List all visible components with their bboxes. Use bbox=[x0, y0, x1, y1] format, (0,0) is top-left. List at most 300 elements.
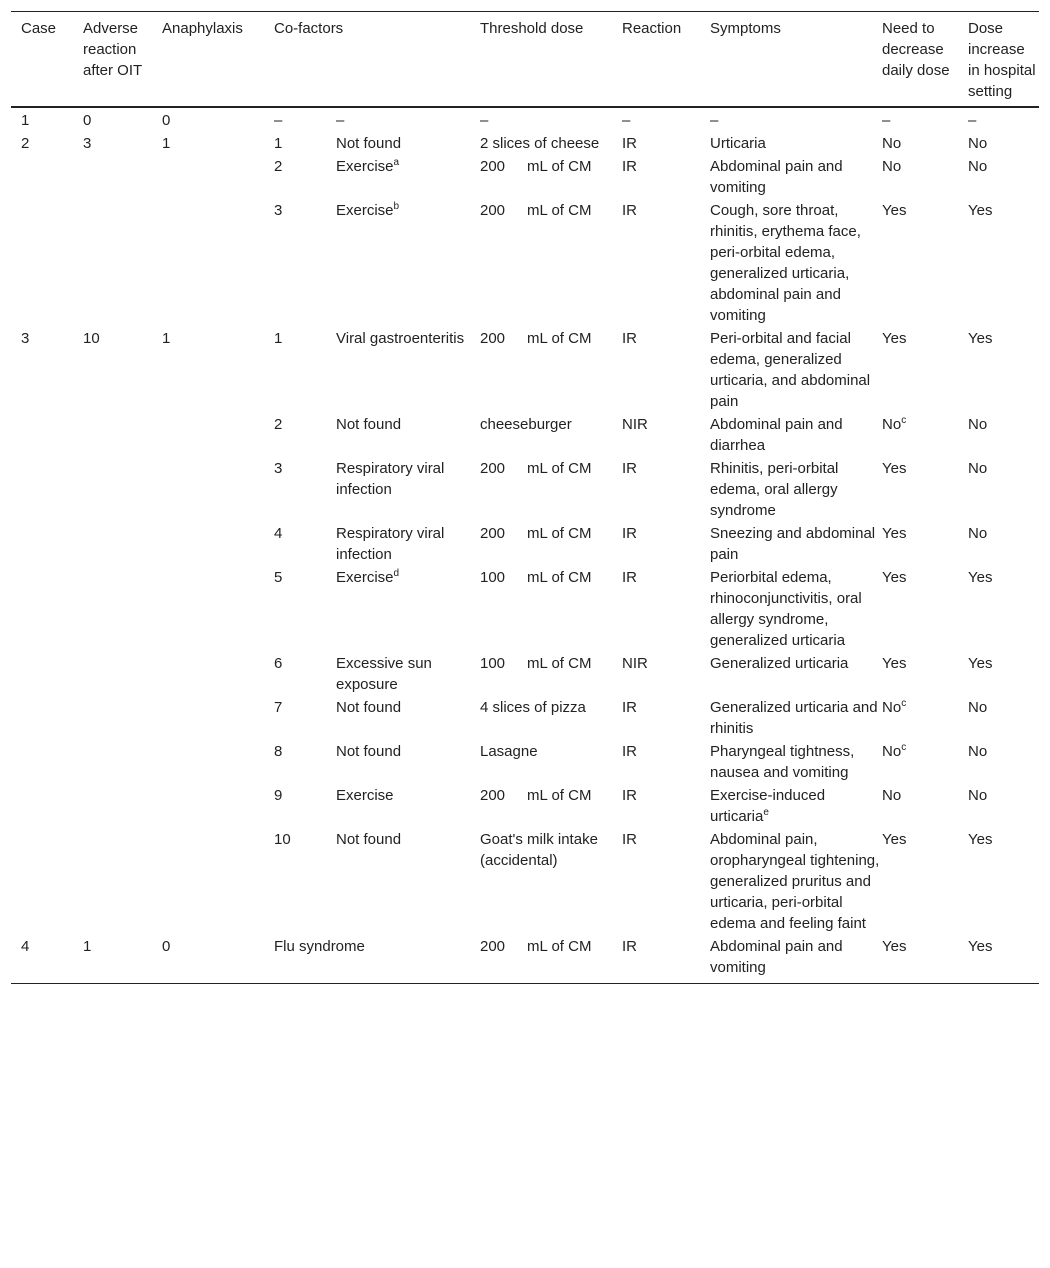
cell-symptoms bbox=[710, 132, 882, 155]
cell-adverse-count bbox=[83, 107, 162, 132]
cell-adverse-count bbox=[83, 566, 162, 652]
cell-decrease-dose bbox=[882, 132, 968, 155]
cell-reaction-number-text: 7 bbox=[274, 699, 283, 716]
cell-cofactor-footnote: b bbox=[393, 201, 400, 212]
cell-anaphylaxis-text: 0 bbox=[162, 112, 171, 129]
cell-symptoms bbox=[710, 696, 882, 740]
cell-case bbox=[11, 784, 83, 828]
cell-reaction-type bbox=[622, 107, 710, 132]
cell-dose-increase bbox=[968, 522, 1039, 566]
cell-case bbox=[11, 413, 83, 457]
cell-threshold-dose bbox=[480, 413, 622, 457]
cell-symptoms bbox=[710, 652, 882, 696]
dose-amount: 200 bbox=[480, 330, 506, 347]
cell-reaction-number bbox=[274, 652, 336, 696]
cell-decrease-dose-text: Yes bbox=[882, 831, 907, 848]
cell-dose-increase-text: No bbox=[968, 158, 988, 175]
cell-reaction-number-text: 2 bbox=[274, 416, 283, 433]
cell-dose-increase-text: Yes bbox=[968, 202, 993, 219]
cell-case-text: 3 bbox=[21, 330, 30, 347]
cell-reaction-type bbox=[622, 935, 710, 984]
cell-cofactor-text: Exercise bbox=[336, 569, 394, 586]
cell-cofactor-text: Excessive sun exposure bbox=[336, 655, 432, 693]
cell-anaphylaxis-text: 0 bbox=[162, 938, 171, 955]
cell-cofactor-text: Not found bbox=[336, 699, 402, 716]
dose-amount: 100 bbox=[480, 655, 506, 672]
cell-symptoms-text: Sneezing and abdominal pain bbox=[710, 525, 876, 563]
cell-anaphylaxis bbox=[162, 327, 274, 413]
cell-adverse-count bbox=[83, 457, 162, 522]
cell-threshold-dose bbox=[480, 132, 622, 155]
cell-decrease-dose-footnote: c bbox=[901, 742, 907, 753]
cell-adverse-count bbox=[83, 652, 162, 696]
cell-anaphylaxis bbox=[162, 935, 274, 984]
cell-dose-increase bbox=[968, 327, 1039, 413]
cell-cofactor bbox=[336, 784, 480, 828]
cell-reaction-number bbox=[274, 784, 336, 828]
cell-symptoms-text: Rhinitis, peri-orbital edema, oral allergy syndrome bbox=[710, 460, 839, 519]
cell-decrease-dose-footnote: c bbox=[901, 415, 907, 426]
dose-unit: mL of CM bbox=[527, 330, 592, 347]
cell-reaction-number bbox=[274, 740, 336, 784]
cell-adverse-count bbox=[83, 522, 162, 566]
adverse-reactions-table bbox=[11, 11, 1039, 984]
cell-reaction-number-text: 1 bbox=[274, 330, 283, 347]
cell-cofactor-text: Flu syndrome bbox=[274, 938, 365, 955]
cell-adverse-count bbox=[83, 696, 162, 740]
cell-decrease-dose-text: Yes bbox=[882, 525, 907, 542]
cell-threshold-dose bbox=[480, 696, 622, 740]
cell-symptoms-text: Periorbital edema, rhinoconjunctivitis, oral allergy syndrome, generalized urticaria bbox=[710, 569, 862, 649]
cell-symptoms-text: Exercise-induced urticaria bbox=[710, 787, 826, 825]
header-decrease-dose: Need to decrease daily dose bbox=[882, 20, 950, 79]
cell-decrease-dose-text: No bbox=[882, 135, 902, 152]
table-row bbox=[11, 740, 1039, 784]
cell-reaction-type-text: – bbox=[622, 112, 631, 129]
cell-symptoms bbox=[710, 107, 882, 132]
cell-dose-increase bbox=[968, 828, 1039, 935]
cell-reaction-type bbox=[622, 696, 710, 740]
cell-adverse-count bbox=[83, 740, 162, 784]
cell-threshold-dose bbox=[480, 199, 622, 327]
cell-cofactor bbox=[336, 107, 480, 132]
cell-reaction-type bbox=[622, 457, 710, 522]
cell-decrease-dose-text: – bbox=[882, 112, 891, 129]
cell-dose-increase bbox=[968, 696, 1039, 740]
cell-reaction-type-text: IR bbox=[622, 831, 637, 848]
table-row bbox=[11, 155, 1039, 199]
cell-cofactor-text: Not found bbox=[336, 743, 402, 760]
cell-reaction-number bbox=[274, 327, 336, 413]
cell-dose-increase bbox=[968, 457, 1039, 522]
table-row bbox=[11, 828, 1039, 935]
cell-dose-increase-text: Yes bbox=[968, 569, 993, 586]
cell-cofactor bbox=[336, 522, 480, 566]
cell-cofactor bbox=[336, 652, 480, 696]
cell-cofactor-text: Exercise bbox=[336, 158, 394, 175]
cell-cofactor bbox=[336, 740, 480, 784]
table-row bbox=[11, 696, 1039, 740]
cell-symptoms bbox=[710, 522, 882, 566]
cell-dose-increase-text: – bbox=[968, 112, 977, 129]
cell-decrease-dose bbox=[882, 155, 968, 199]
cell-symptoms bbox=[710, 327, 882, 413]
cell-anaphylaxis bbox=[162, 107, 274, 132]
cell-reaction-number bbox=[274, 566, 336, 652]
cell-reaction-type-text: IR bbox=[622, 569, 637, 586]
cell-reaction-type-text: IR bbox=[622, 787, 637, 804]
dose-text: – bbox=[480, 112, 489, 129]
cell-reaction-number bbox=[274, 132, 336, 155]
cell-reaction-number bbox=[274, 107, 336, 132]
cell-reaction-type-text: IR bbox=[622, 202, 637, 219]
cell-anaphylaxis bbox=[162, 199, 274, 327]
cell-cofactor bbox=[336, 696, 480, 740]
cell-symptoms-text: Abdominal pain and vomiting bbox=[710, 158, 843, 196]
cell-dose-increase-text: Yes bbox=[968, 330, 993, 347]
cell-decrease-dose bbox=[882, 828, 968, 935]
dose-amount: 100 bbox=[480, 569, 506, 586]
cell-case-text: 1 bbox=[21, 112, 30, 129]
cell-case bbox=[11, 566, 83, 652]
cell-reaction-type bbox=[622, 652, 710, 696]
dose-amount: 200 bbox=[480, 525, 506, 542]
cell-case bbox=[11, 155, 83, 199]
cell-reaction-number-text: 8 bbox=[274, 743, 283, 760]
cell-symptoms-footnote: e bbox=[763, 807, 769, 818]
dose-unit: mL of CM bbox=[527, 655, 592, 672]
table-row bbox=[11, 413, 1039, 457]
cell-case bbox=[11, 327, 83, 413]
cell-decrease-dose bbox=[882, 566, 968, 652]
cell-adverse-count bbox=[83, 784, 162, 828]
table-row bbox=[11, 107, 1039, 132]
cell-symptoms-text: Abdominal pain and vomiting bbox=[710, 938, 843, 976]
cell-dose-increase-text: No bbox=[968, 135, 988, 152]
cell-reaction-type bbox=[622, 566, 710, 652]
cell-reaction-type-text: IR bbox=[622, 743, 637, 760]
cell-dose-increase-text: No bbox=[968, 743, 988, 760]
table-row bbox=[11, 522, 1039, 566]
cell-dose-increase bbox=[968, 740, 1039, 784]
cell-adverse-count-text: 3 bbox=[83, 135, 92, 152]
cell-dose-increase bbox=[968, 155, 1039, 199]
cell-adverse-count bbox=[83, 828, 162, 935]
cell-dose-increase bbox=[968, 784, 1039, 828]
table-body bbox=[11, 107, 1039, 984]
cell-case bbox=[11, 652, 83, 696]
cell-reaction-number-text: 6 bbox=[274, 655, 283, 672]
cell-anaphylaxis bbox=[162, 828, 274, 935]
dose-text: 2 slices of cheese bbox=[480, 135, 600, 152]
cell-reaction-type bbox=[622, 784, 710, 828]
cell-dose-increase-text: No bbox=[968, 460, 988, 477]
cell-case-text: 4 bbox=[21, 938, 30, 955]
cell-symptoms bbox=[710, 413, 882, 457]
dose-text: Goat's milk intake (accidental) bbox=[480, 831, 598, 869]
cell-cofactor bbox=[336, 457, 480, 522]
cell-symptoms-text: Abdominal pain and diarrhea bbox=[710, 416, 843, 454]
cell-cofactor-text: Respiratory viral infection bbox=[336, 525, 445, 563]
cell-symptoms bbox=[710, 784, 882, 828]
cell-symptoms-text: Generalized urticaria bbox=[710, 655, 849, 672]
cell-case bbox=[11, 740, 83, 784]
dose-unit: mL of CM bbox=[527, 158, 592, 175]
cell-reaction-type bbox=[622, 740, 710, 784]
header-cofactors: Co-factors bbox=[274, 20, 344, 37]
cell-dose-increase bbox=[968, 935, 1039, 984]
cell-decrease-dose-text: Yes bbox=[882, 460, 907, 477]
cell-threshold-dose bbox=[480, 327, 622, 413]
cell-reaction-number-text: 5 bbox=[274, 569, 283, 586]
cell-symptoms-text: Generalized urticaria and rhinitis bbox=[710, 699, 878, 737]
dose-unit: mL of CM bbox=[527, 569, 592, 586]
cell-adverse-count bbox=[83, 413, 162, 457]
dose-unit: mL of CM bbox=[527, 938, 592, 955]
cell-decrease-dose bbox=[882, 327, 968, 413]
cell-dose-increase bbox=[968, 413, 1039, 457]
cell-symptoms-text: Urticaria bbox=[710, 135, 766, 152]
cell-reaction-number-text: 10 bbox=[274, 831, 291, 848]
cell-adverse-count bbox=[83, 132, 162, 155]
cell-threshold-dose bbox=[480, 935, 622, 984]
dose-amount: 200 bbox=[480, 938, 506, 955]
cell-cofactor bbox=[336, 155, 480, 199]
cell-dose-increase-text: No bbox=[968, 699, 988, 716]
cell-reaction-number-text: 3 bbox=[274, 202, 283, 219]
dose-amount: 200 bbox=[480, 787, 506, 804]
table-row bbox=[11, 566, 1039, 652]
cell-adverse-count bbox=[83, 935, 162, 984]
cell-anaphylaxis bbox=[162, 522, 274, 566]
cell-case bbox=[11, 935, 83, 984]
cell-anaphylaxis-text: 1 bbox=[162, 330, 171, 347]
cell-decrease-dose-text: Yes bbox=[882, 330, 907, 347]
cell-reaction-number-text: 9 bbox=[274, 787, 283, 804]
cell-reaction-type bbox=[622, 327, 710, 413]
cell-symptoms-text: – bbox=[710, 112, 719, 129]
cell-dose-increase-text: No bbox=[968, 525, 988, 542]
header-threshold-dose: Threshold dose bbox=[480, 20, 584, 37]
cell-reaction-type bbox=[622, 413, 710, 457]
cell-cofactor bbox=[336, 199, 480, 327]
dose-text: cheeseburger bbox=[480, 416, 572, 433]
cell-reaction-type-text: IR bbox=[622, 330, 637, 347]
header-case: Case bbox=[21, 20, 57, 37]
cell-cofactor-text: – bbox=[336, 112, 345, 129]
cell-case-text: 2 bbox=[21, 135, 30, 152]
cell-reaction-type-text: IR bbox=[622, 699, 637, 716]
cell-cofactor bbox=[336, 828, 480, 935]
cell-anaphylaxis bbox=[162, 784, 274, 828]
cell-reaction-number-text: – bbox=[274, 112, 283, 129]
cell-adverse-count-text: 1 bbox=[83, 938, 92, 955]
dose-text: 4 slices of pizza bbox=[480, 699, 586, 716]
cell-adverse-count-text: 0 bbox=[83, 112, 92, 129]
cell-threshold-dose bbox=[480, 828, 622, 935]
cell-decrease-dose-text: No bbox=[882, 743, 902, 760]
cell-reaction-type-text: IR bbox=[622, 135, 637, 152]
table-row bbox=[11, 132, 1039, 155]
cell-reaction-type-text: IR bbox=[622, 158, 637, 175]
cell-threshold-dose bbox=[480, 522, 622, 566]
cell-symptoms bbox=[710, 457, 882, 522]
cell-anaphylaxis bbox=[162, 413, 274, 457]
cell-case bbox=[11, 522, 83, 566]
cell-reaction-type bbox=[622, 828, 710, 935]
dose-amount: 200 bbox=[480, 158, 506, 175]
cell-case bbox=[11, 132, 83, 155]
cell-threshold-dose bbox=[480, 652, 622, 696]
cell-threshold-dose bbox=[480, 566, 622, 652]
cell-reaction-number bbox=[274, 828, 336, 935]
header-symptoms: Symptoms bbox=[710, 20, 781, 37]
cell-decrease-dose bbox=[882, 522, 968, 566]
cell-cofactor-text: Exercise bbox=[336, 202, 394, 219]
table-header bbox=[11, 12, 1039, 108]
cell-dose-increase-text: No bbox=[968, 787, 988, 804]
dose-amount: 200 bbox=[480, 202, 506, 219]
cell-reaction-type bbox=[622, 132, 710, 155]
cell-reaction-type-text: IR bbox=[622, 938, 637, 955]
cell-decrease-dose bbox=[882, 199, 968, 327]
header-dose-increase: Dose increase in hospital setting bbox=[968, 20, 1036, 100]
cell-cofactor-text: Not found bbox=[336, 135, 402, 152]
cell-adverse-count bbox=[83, 199, 162, 327]
cell-decrease-dose-text: Yes bbox=[882, 202, 907, 219]
cell-cofactor bbox=[336, 132, 480, 155]
cell-adverse-count bbox=[83, 327, 162, 413]
cell-anaphylaxis bbox=[162, 652, 274, 696]
cell-decrease-dose bbox=[882, 413, 968, 457]
cell-anaphylaxis bbox=[162, 696, 274, 740]
table-row bbox=[11, 457, 1039, 522]
table-row bbox=[11, 199, 1039, 327]
cell-decrease-dose bbox=[882, 740, 968, 784]
cell-decrease-dose-text: Yes bbox=[882, 655, 907, 672]
cell-reaction-number bbox=[274, 696, 336, 740]
cell-cofactor-text: Not found bbox=[336, 416, 402, 433]
cell-decrease-dose bbox=[882, 696, 968, 740]
cell-anaphylaxis bbox=[162, 132, 274, 155]
dose-unit: mL of CM bbox=[527, 525, 592, 542]
cell-reaction-type bbox=[622, 199, 710, 327]
cell-reaction-number bbox=[274, 413, 336, 457]
cell-cofactor-footnote: a bbox=[393, 157, 400, 168]
table-row bbox=[11, 652, 1039, 696]
cell-symptoms bbox=[710, 740, 882, 784]
cell-cofactor-text: Respiratory viral infection bbox=[336, 460, 445, 498]
cell-cofactor bbox=[336, 413, 480, 457]
cell-reaction-type-text: NIR bbox=[622, 655, 648, 672]
cell-symptoms bbox=[710, 935, 882, 984]
cell-adverse-count bbox=[83, 155, 162, 199]
cell-dose-increase-text: Yes bbox=[968, 938, 993, 955]
cell-cofactor bbox=[274, 935, 480, 984]
cell-symptoms bbox=[710, 155, 882, 199]
table-container bbox=[11, 11, 1039, 984]
cell-threshold-dose bbox=[480, 740, 622, 784]
cell-symptoms-text: Cough, sore throat, rhinitis, erythema face, peri-orbital edema, generalized urticaria, abdominal pain and vomiting bbox=[710, 202, 861, 324]
cell-threshold-dose bbox=[480, 107, 622, 132]
cell-anaphylaxis-text: 1 bbox=[162, 135, 171, 152]
cell-decrease-dose-text: Yes bbox=[882, 569, 907, 586]
cell-symptoms bbox=[710, 828, 882, 935]
cell-reaction-number bbox=[274, 155, 336, 199]
cell-threshold-dose bbox=[480, 155, 622, 199]
cell-cofactor-text: Viral gastroenteritis bbox=[336, 330, 465, 347]
cell-reaction-type bbox=[622, 155, 710, 199]
cell-reaction-number-text: 1 bbox=[274, 135, 283, 152]
cell-cofactor-text: Not found bbox=[336, 831, 402, 848]
cell-cofactor-text: Exercise bbox=[336, 787, 394, 804]
header-anaphylaxis: Anaphylaxis bbox=[162, 20, 243, 37]
cell-decrease-dose-text: No bbox=[882, 699, 902, 716]
cell-decrease-dose bbox=[882, 107, 968, 132]
cell-case bbox=[11, 828, 83, 935]
cell-case bbox=[11, 199, 83, 327]
cell-case bbox=[11, 107, 83, 132]
cell-symptoms-text: Abdominal pain, oropharyngeal tightening, generalized pruritus and urticaria, peri-orbital edema and feeling faint bbox=[710, 831, 880, 932]
dose-unit: mL of CM bbox=[527, 460, 592, 477]
cell-adverse-count-text: 10 bbox=[83, 330, 100, 347]
header-row bbox=[11, 12, 1039, 108]
cell-dose-increase bbox=[968, 652, 1039, 696]
cell-dose-increase bbox=[968, 566, 1039, 652]
cell-reaction-number-text: 4 bbox=[274, 525, 283, 542]
cell-decrease-dose-footnote: c bbox=[901, 698, 907, 709]
cell-decrease-dose-text: No bbox=[882, 787, 902, 804]
cell-anaphylaxis bbox=[162, 740, 274, 784]
cell-threshold-dose bbox=[480, 784, 622, 828]
header-adverse-reaction: Adverse reaction after OIT bbox=[83, 20, 143, 79]
table-row bbox=[11, 935, 1039, 984]
cell-decrease-dose bbox=[882, 935, 968, 984]
cell-decrease-dose-text: Yes bbox=[882, 938, 907, 955]
dose-unit: mL of CM bbox=[527, 202, 592, 219]
cell-reaction-type-text: NIR bbox=[622, 416, 648, 433]
cell-symptoms-text: Peri-orbital and facial edema, generalized urticaria, and abdominal pain bbox=[710, 330, 871, 410]
cell-reaction-number-text: 3 bbox=[274, 460, 283, 477]
cell-decrease-dose bbox=[882, 652, 968, 696]
cell-decrease-dose-text: No bbox=[882, 416, 902, 433]
cell-reaction-number bbox=[274, 199, 336, 327]
cell-decrease-dose bbox=[882, 784, 968, 828]
cell-case bbox=[11, 696, 83, 740]
cell-reaction-number-text: 2 bbox=[274, 158, 283, 175]
cell-symptoms bbox=[710, 566, 882, 652]
cell-reaction-number bbox=[274, 522, 336, 566]
cell-anaphylaxis bbox=[162, 566, 274, 652]
dose-unit: mL of CM bbox=[527, 787, 592, 804]
cell-reaction-number bbox=[274, 457, 336, 522]
cell-anaphylaxis bbox=[162, 457, 274, 522]
cell-symptoms-text: Pharyngeal tightness, nausea and vomiting bbox=[710, 743, 855, 781]
cell-cofactor-footnote: d bbox=[393, 568, 400, 579]
cell-dose-increase bbox=[968, 107, 1039, 132]
cell-symptoms bbox=[710, 199, 882, 327]
cell-reaction-type-text: IR bbox=[622, 460, 637, 477]
table-row bbox=[11, 327, 1039, 413]
cell-decrease-dose bbox=[882, 457, 968, 522]
dose-text: Lasagne bbox=[480, 743, 538, 760]
cell-decrease-dose-text: No bbox=[882, 158, 902, 175]
cell-dose-increase-text: No bbox=[968, 416, 988, 433]
cell-reaction-type-text: IR bbox=[622, 525, 637, 542]
cell-dose-increase bbox=[968, 199, 1039, 327]
cell-threshold-dose bbox=[480, 457, 622, 522]
table-row bbox=[11, 784, 1039, 828]
